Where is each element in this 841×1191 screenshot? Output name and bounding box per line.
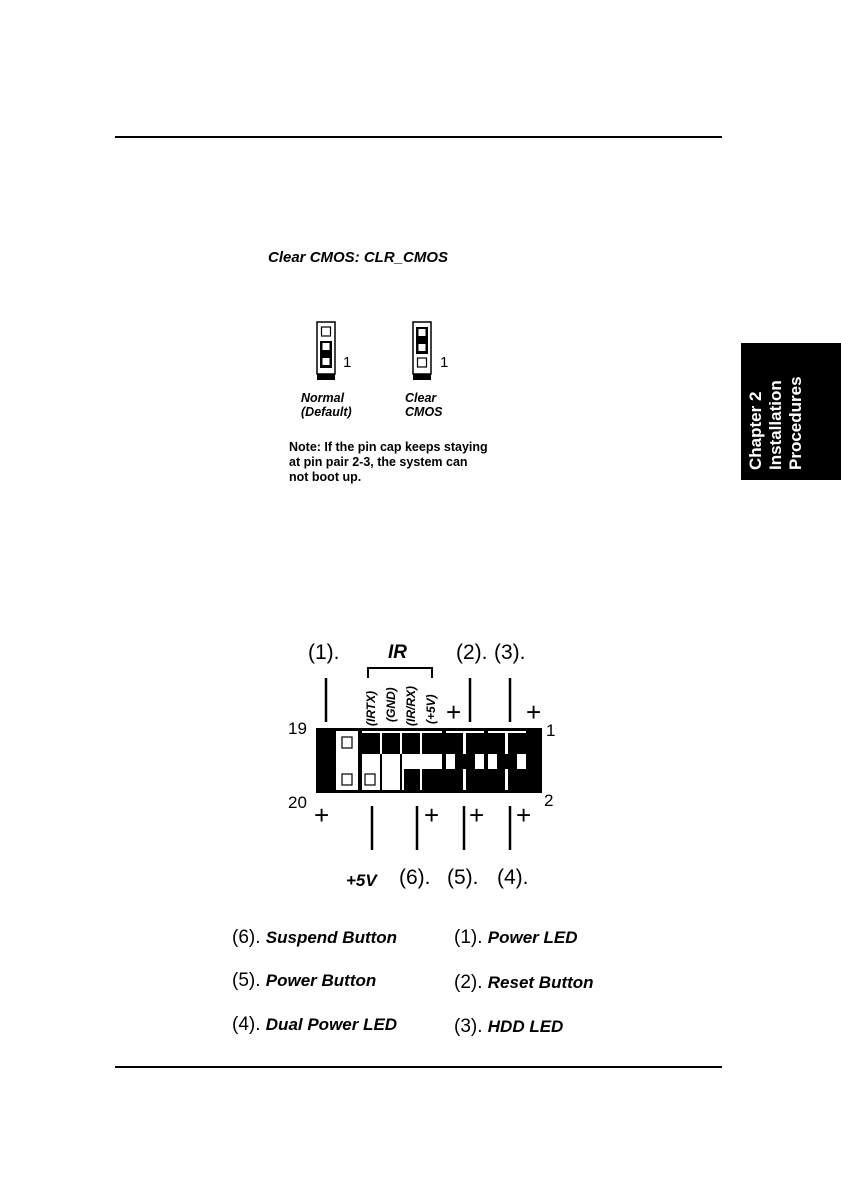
chapter-tab-line: Procedures — [786, 376, 805, 470]
ir-title: IR — [388, 642, 407, 663]
jumper-caption: Clear — [405, 391, 437, 405]
note-line: Note: If the pin cap keeps staying — [289, 440, 488, 454]
callout-6: (6). — [399, 866, 431, 889]
pin-number-1: 1 — [546, 721, 556, 740]
chapter-tab-line: Installation — [766, 380, 785, 470]
legend-num: (1). — [454, 927, 483, 948]
ir-pin-label: (IRTX) — [364, 690, 378, 726]
plus-sign: + — [516, 800, 532, 830]
plus-sign: + — [424, 800, 440, 830]
pin-number-20: 20 — [288, 793, 307, 812]
legend-num: (6). — [232, 927, 261, 948]
legend-item — [454, 927, 578, 949]
plus-sign: + — [526, 697, 542, 727]
legend-num: (2). — [454, 972, 483, 993]
pin-number-19: 19 — [288, 719, 307, 738]
legend-item — [232, 970, 376, 992]
callout-3: (3). — [494, 641, 526, 664]
pin-number-2: 2 — [544, 791, 554, 810]
legend-item — [232, 1014, 397, 1036]
callout-5: (5). — [447, 866, 479, 889]
plus-sign: + — [446, 697, 462, 727]
jumper-caption: CMOS — [405, 405, 443, 419]
callout-2: (2). — [456, 641, 488, 664]
ir-bracket — [368, 668, 432, 678]
plus-sign: + — [314, 800, 330, 830]
callout-4: (4). — [497, 866, 529, 889]
note-line: not boot up. — [289, 470, 362, 484]
chapter-tab-line: Chapter 2 — [746, 391, 765, 470]
legend-item — [454, 1016, 563, 1038]
header-body — [316, 728, 542, 793]
ir-pin-label: (GND) — [384, 687, 398, 722]
legend-item — [232, 927, 397, 949]
jumper-caption: (Default) — [301, 405, 352, 419]
jumper-pin-label: 1 — [343, 354, 352, 371]
legend-num: (5). — [232, 970, 261, 991]
plus-sign: + — [469, 800, 485, 830]
legend-num: (3). — [454, 1016, 483, 1037]
note-line: at pin pair 2-3, the system can — [289, 455, 468, 469]
legend-label: Suspend Button — [265, 928, 398, 947]
callout-1: (1). — [308, 641, 340, 664]
legend-label: Dual Power LED — [265, 1015, 398, 1034]
legend-item — [454, 972, 594, 994]
legend-label: Power LED — [487, 928, 578, 947]
ir-pin-label: (+5V) — [424, 694, 438, 724]
cmos-title: Clear CMOS: CLR_CMOS — [268, 249, 449, 266]
jumper-pin-label: 1 — [440, 354, 449, 371]
callout-5v: +5V — [346, 871, 377, 890]
legend-label: HDD LED — [487, 1017, 564, 1036]
ir-pin-label: (IR/RX) — [404, 686, 418, 726]
legend-label: Reset Button — [487, 973, 594, 992]
legend-label: Power Button — [265, 971, 377, 990]
legend-num: (4). — [232, 1014, 261, 1035]
jumper-caption: Normal — [301, 391, 345, 405]
